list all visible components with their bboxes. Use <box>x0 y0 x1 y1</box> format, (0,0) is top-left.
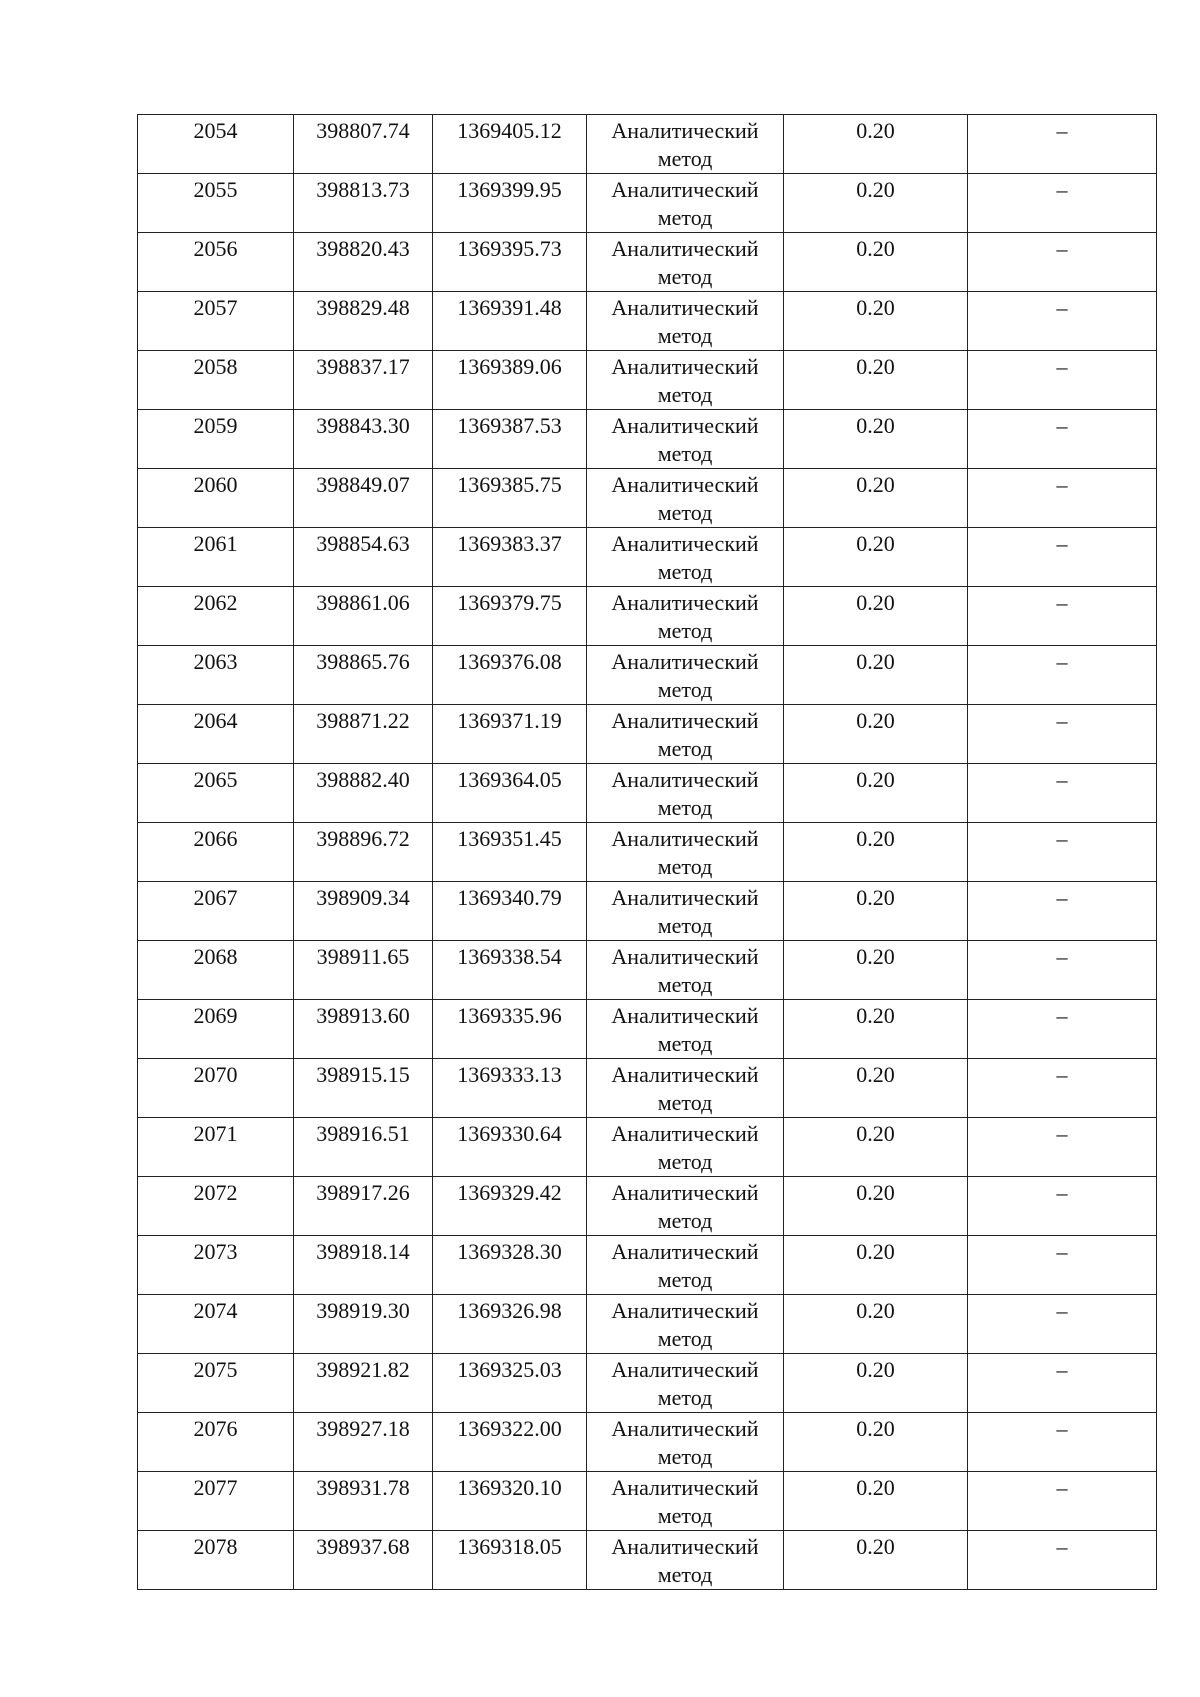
accuracy-cell: 0.20 <box>784 351 968 410</box>
note-cell: – <box>968 174 1157 233</box>
accuracy-cell: 0.20 <box>784 292 968 351</box>
method-cell: Аналитический метод <box>587 1236 784 1295</box>
x-coordinate-cell: 398829.48 <box>294 292 433 351</box>
x-coordinate-cell: 398837.17 <box>294 351 433 410</box>
method-cell: Аналитический метод <box>587 469 784 528</box>
y-coordinate-cell: 1369395.73 <box>433 233 587 292</box>
y-coordinate-cell: 1369385.75 <box>433 469 587 528</box>
accuracy-cell: 0.20 <box>784 233 968 292</box>
table-row <box>138 1295 1157 1354</box>
x-coordinate-cell: 398882.40 <box>294 764 433 823</box>
note-cell: – <box>968 764 1157 823</box>
point-number-cell: 2062 <box>138 587 294 646</box>
note-cell: – <box>968 351 1157 410</box>
x-coordinate-cell: 398909.34 <box>294 882 433 941</box>
note-cell: – <box>968 115 1157 174</box>
accuracy-cell: 0.20 <box>784 1413 968 1472</box>
accuracy-cell: 0.20 <box>784 115 968 174</box>
method-cell: Аналитический метод <box>587 115 784 174</box>
x-coordinate-cell: 398917.26 <box>294 1177 433 1236</box>
note-cell: – <box>968 823 1157 882</box>
y-coordinate-cell: 1369329.42 <box>433 1177 587 1236</box>
y-coordinate-cell: 1369318.05 <box>433 1531 587 1590</box>
x-coordinate-cell: 398918.14 <box>294 1236 433 1295</box>
note-cell: – <box>968 705 1157 764</box>
x-coordinate-cell: 398849.07 <box>294 469 433 528</box>
method-cell: Аналитический метод <box>587 174 784 233</box>
x-coordinate-cell: 398896.72 <box>294 823 433 882</box>
point-number-cell: 2069 <box>138 1000 294 1059</box>
table-row <box>138 705 1157 764</box>
y-coordinate-cell: 1369322.00 <box>433 1413 587 1472</box>
point-number-cell: 2055 <box>138 174 294 233</box>
point-number-cell: 2067 <box>138 882 294 941</box>
note-cell: – <box>968 410 1157 469</box>
y-coordinate-cell: 1369335.96 <box>433 1000 587 1059</box>
point-number-cell: 2059 <box>138 410 294 469</box>
note-cell: – <box>968 469 1157 528</box>
table-row <box>138 646 1157 705</box>
x-coordinate-cell: 398921.82 <box>294 1354 433 1413</box>
table-row <box>138 174 1157 233</box>
table-row <box>138 1413 1157 1472</box>
x-coordinate-cell: 398843.30 <box>294 410 433 469</box>
point-number-cell: 2078 <box>138 1531 294 1590</box>
method-cell: Аналитический метод <box>587 1295 784 1354</box>
x-coordinate-cell: 398807.74 <box>294 115 433 174</box>
accuracy-cell: 0.20 <box>784 410 968 469</box>
point-number-cell: 2073 <box>138 1236 294 1295</box>
point-number-cell: 2068 <box>138 941 294 1000</box>
point-number-cell: 2077 <box>138 1472 294 1531</box>
y-coordinate-cell: 1369387.53 <box>433 410 587 469</box>
table-row <box>138 1472 1157 1531</box>
accuracy-cell: 0.20 <box>784 1354 968 1413</box>
method-cell: Аналитический метод <box>587 882 784 941</box>
accuracy-cell: 0.20 <box>784 469 968 528</box>
accuracy-cell: 0.20 <box>784 705 968 764</box>
x-coordinate-cell: 398861.06 <box>294 587 433 646</box>
x-coordinate-cell: 398919.30 <box>294 1295 433 1354</box>
point-number-cell: 2070 <box>138 1059 294 1118</box>
point-number-cell: 2072 <box>138 1177 294 1236</box>
x-coordinate-cell: 398937.68 <box>294 1531 433 1590</box>
method-cell: Аналитический метод <box>587 587 784 646</box>
note-cell: – <box>968 941 1157 1000</box>
x-coordinate-cell: 398865.76 <box>294 646 433 705</box>
method-cell: Аналитический метод <box>587 410 784 469</box>
y-coordinate-cell: 1369389.06 <box>433 351 587 410</box>
accuracy-cell: 0.20 <box>784 1531 968 1590</box>
x-coordinate-cell: 398913.60 <box>294 1000 433 1059</box>
method-cell: Аналитический метод <box>587 823 784 882</box>
note-cell: – <box>968 1354 1157 1413</box>
note-cell: – <box>968 1059 1157 1118</box>
table-row <box>138 351 1157 410</box>
table-row <box>138 1059 1157 1118</box>
method-cell: Аналитический метод <box>587 351 784 410</box>
y-coordinate-cell: 1369325.03 <box>433 1354 587 1413</box>
note-cell: – <box>968 292 1157 351</box>
point-number-cell: 2058 <box>138 351 294 410</box>
table-row <box>138 1177 1157 1236</box>
y-coordinate-cell: 1369376.08 <box>433 646 587 705</box>
point-number-cell: 2064 <box>138 705 294 764</box>
point-number-cell: 2060 <box>138 469 294 528</box>
y-coordinate-cell: 1369338.54 <box>433 941 587 1000</box>
accuracy-cell: 0.20 <box>784 1059 968 1118</box>
table-row <box>138 528 1157 587</box>
method-cell: Аналитический метод <box>587 764 784 823</box>
accuracy-cell: 0.20 <box>784 1118 968 1177</box>
method-cell: Аналитический метод <box>587 1531 784 1590</box>
note-cell: – <box>968 1236 1157 1295</box>
accuracy-cell: 0.20 <box>784 1236 968 1295</box>
table-row <box>138 941 1157 1000</box>
method-cell: Аналитический метод <box>587 1118 784 1177</box>
x-coordinate-cell: 398813.73 <box>294 174 433 233</box>
table-row <box>138 292 1157 351</box>
accuracy-cell: 0.20 <box>784 1000 968 1059</box>
method-cell: Аналитический метод <box>587 1177 784 1236</box>
table-row <box>138 1531 1157 1590</box>
accuracy-cell: 0.20 <box>784 646 968 705</box>
method-cell: Аналитический метод <box>587 292 784 351</box>
point-number-cell: 2071 <box>138 1118 294 1177</box>
y-coordinate-cell: 1369383.37 <box>433 528 587 587</box>
accuracy-cell: 0.20 <box>784 174 968 233</box>
method-cell: Аналитический метод <box>587 1354 784 1413</box>
table-row <box>138 882 1157 941</box>
coordinates-table <box>137 114 1157 1590</box>
y-coordinate-cell: 1369328.30 <box>433 1236 587 1295</box>
method-cell: Аналитический метод <box>587 528 784 587</box>
table-row <box>138 1354 1157 1413</box>
x-coordinate-cell: 398871.22 <box>294 705 433 764</box>
y-coordinate-cell: 1369405.12 <box>433 115 587 174</box>
method-cell: Аналитический метод <box>587 646 784 705</box>
accuracy-cell: 0.20 <box>784 882 968 941</box>
table-row <box>138 1000 1157 1059</box>
method-cell: Аналитический метод <box>587 233 784 292</box>
point-number-cell: 2057 <box>138 292 294 351</box>
x-coordinate-cell: 398820.43 <box>294 233 433 292</box>
note-cell: – <box>968 646 1157 705</box>
note-cell: – <box>968 1118 1157 1177</box>
note-cell: – <box>968 1413 1157 1472</box>
method-cell: Аналитический метод <box>587 941 784 1000</box>
table-row <box>138 115 1157 174</box>
point-number-cell: 2075 <box>138 1354 294 1413</box>
y-coordinate-cell: 1369351.45 <box>433 823 587 882</box>
point-number-cell: 2063 <box>138 646 294 705</box>
y-coordinate-cell: 1369333.13 <box>433 1059 587 1118</box>
table-row <box>138 764 1157 823</box>
point-number-cell: 2065 <box>138 764 294 823</box>
table-row <box>138 410 1157 469</box>
accuracy-cell: 0.20 <box>784 1295 968 1354</box>
accuracy-cell: 0.20 <box>784 764 968 823</box>
x-coordinate-cell: 398854.63 <box>294 528 433 587</box>
y-coordinate-cell: 1369391.48 <box>433 292 587 351</box>
accuracy-cell: 0.20 <box>784 587 968 646</box>
method-cell: Аналитический метод <box>587 705 784 764</box>
point-number-cell: 2054 <box>138 115 294 174</box>
y-coordinate-cell: 1369399.95 <box>433 174 587 233</box>
point-number-cell: 2061 <box>138 528 294 587</box>
point-number-cell: 2074 <box>138 1295 294 1354</box>
method-cell: Аналитический метод <box>587 1059 784 1118</box>
x-coordinate-cell: 398931.78 <box>294 1472 433 1531</box>
table-row <box>138 823 1157 882</box>
y-coordinate-cell: 1369371.19 <box>433 705 587 764</box>
note-cell: – <box>968 528 1157 587</box>
note-cell: – <box>968 1295 1157 1354</box>
note-cell: – <box>968 1177 1157 1236</box>
x-coordinate-cell: 398911.65 <box>294 941 433 1000</box>
table-row <box>138 587 1157 646</box>
table-row <box>138 233 1157 292</box>
point-number-cell: 2056 <box>138 233 294 292</box>
note-cell: – <box>968 1000 1157 1059</box>
method-cell: Аналитический метод <box>587 1472 784 1531</box>
method-cell: Аналитический метод <box>587 1413 784 1472</box>
note-cell: – <box>968 233 1157 292</box>
method-cell: Аналитический метод <box>587 1000 784 1059</box>
note-cell: – <box>968 882 1157 941</box>
y-coordinate-cell: 1369364.05 <box>433 764 587 823</box>
table-row <box>138 469 1157 528</box>
accuracy-cell: 0.20 <box>784 823 968 882</box>
table-row <box>138 1118 1157 1177</box>
y-coordinate-cell: 1369320.10 <box>433 1472 587 1531</box>
coordinates-table-body <box>138 115 1157 1590</box>
accuracy-cell: 0.20 <box>784 941 968 1000</box>
note-cell: – <box>968 587 1157 646</box>
point-number-cell: 2066 <box>138 823 294 882</box>
accuracy-cell: 0.20 <box>784 528 968 587</box>
y-coordinate-cell: 1369379.75 <box>433 587 587 646</box>
point-number-cell: 2076 <box>138 1413 294 1472</box>
x-coordinate-cell: 398916.51 <box>294 1118 433 1177</box>
y-coordinate-cell: 1369326.98 <box>433 1295 587 1354</box>
note-cell: – <box>968 1531 1157 1590</box>
x-coordinate-cell: 398927.18 <box>294 1413 433 1472</box>
x-coordinate-cell: 398915.15 <box>294 1059 433 1118</box>
accuracy-cell: 0.20 <box>784 1177 968 1236</box>
accuracy-cell: 0.20 <box>784 1472 968 1531</box>
table-row <box>138 1236 1157 1295</box>
y-coordinate-cell: 1369330.64 <box>433 1118 587 1177</box>
y-coordinate-cell: 1369340.79 <box>433 882 587 941</box>
note-cell: – <box>968 1472 1157 1531</box>
